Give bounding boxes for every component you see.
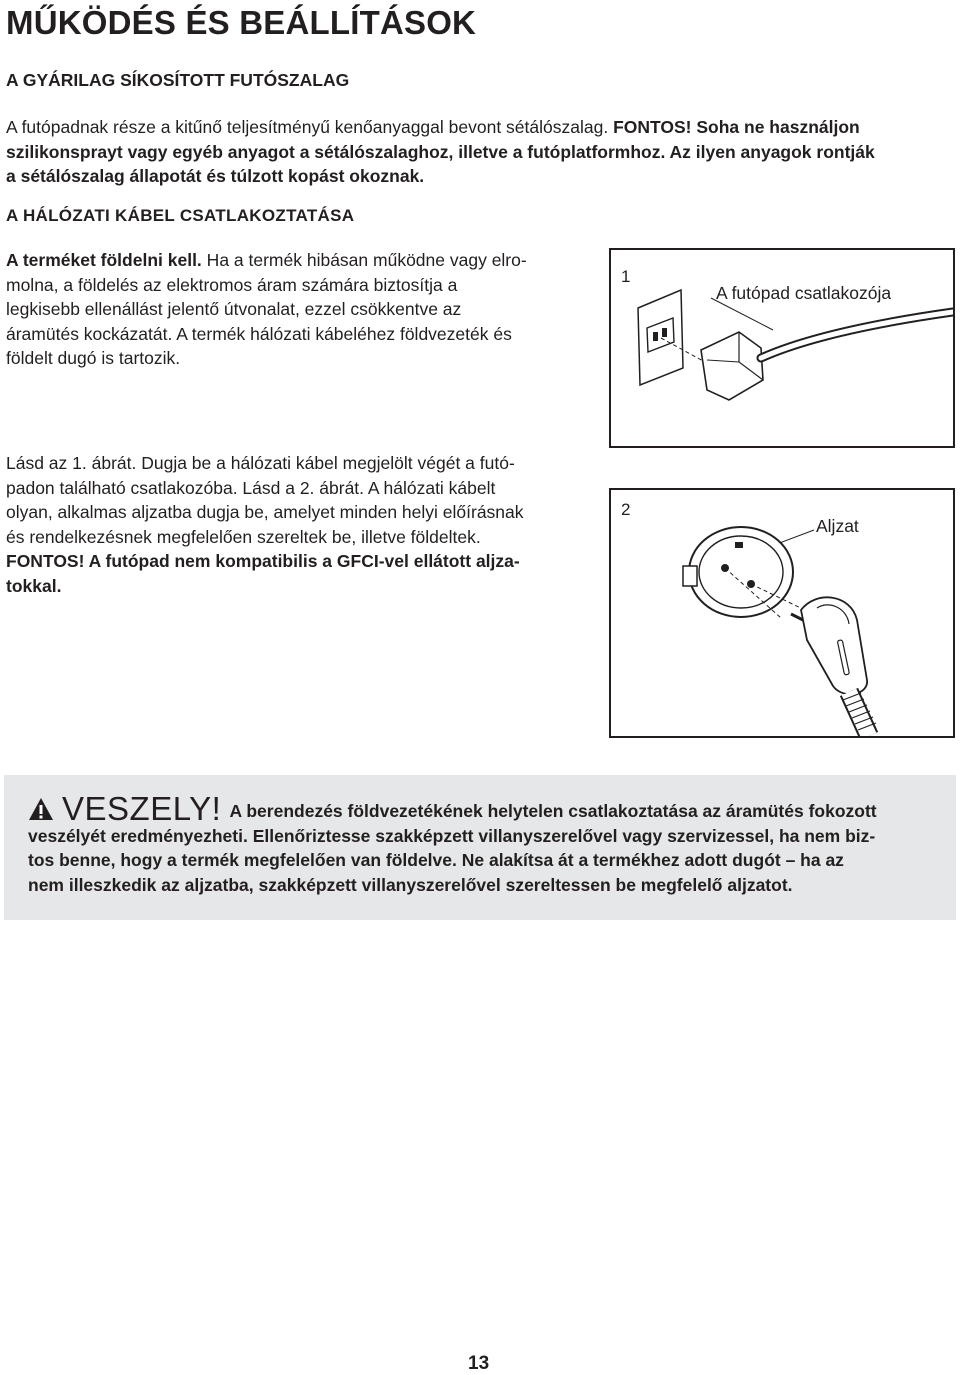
danger-warning-panel <box>4 775 956 920</box>
grounding-line-4: áramütés kockázatát. A termék hálózati kábeléhez földvezeték és <box>6 323 512 344</box>
figure-2-number: 2 <box>621 500 631 519</box>
danger-line-2: veszélyét eredményezheti. Ellenőriztesse szakképzett villanyszerelővel vagy szervizessel, ha nem biz- <box>28 825 876 846</box>
belt-paragraph <box>6 115 875 189</box>
connection-line-4: és rendelkezésnek megfelelően szereltek be, illetve földeltek. <box>6 526 481 547</box>
connection-line-5: FONTOS! A futópad nem kompatibilis a GFCI-vel ellátott aljza- <box>6 551 520 571</box>
belt-line-1: A futópadnak része a kitűnő teljesítményű kenőanyaggal bevont sétálószalag. FONTOS! Soha ne használjon <box>6 117 860 137</box>
connection-line-6: tokkal. <box>6 575 62 596</box>
belt-line-2: szilikonsprayt vagy egyéb anyagot a sétálószalaghoz, illetve a futóplatformhoz. Az ilyen anyagok rontják <box>6 141 875 162</box>
figure-1-label: A futópad csatlakozója <box>716 283 892 303</box>
danger-line-4: nem illeszkedik az aljzatba, szakképzett villanyszerelővel szereltessen be megfelelő aljzatot. <box>28 874 793 895</box>
danger-line-1: VESZELY! A berendezés földvezetékének helytelen csatlakoztatása az áramütés fokozott <box>28 797 948 824</box>
treadmill-connector-illustration <box>611 250 953 446</box>
danger-line-3: tos benne, hogy a termék megfelelően van földelve. Ne alakítsa át a termékhez adott dugót – ha az <box>28 850 844 870</box>
section-heading-power-cord: A HÁLÓZATI KÁBEL CSATLAKOZTATÁSA <box>6 206 355 225</box>
grounding-line-3: legkisebb ellenállást jelentő útvonalat, ezzel csökkentve az <box>6 299 462 319</box>
page-number: 13 <box>468 1353 490 1374</box>
grounding-paragraph <box>6 248 527 371</box>
page-title: MŰKÖDÉS ÉS BEÁLLÍTÁSOK <box>6 4 477 41</box>
figure-1-number: 1 <box>621 267 631 286</box>
connection-line-1: Lásd az 1. ábrát. Dugja be a hálózati kábel megjelölt végét a futó- <box>6 453 515 473</box>
grounding-line-2: molna, a földelés az elektromos áram számára biztosítja a <box>6 274 458 295</box>
figure-2 <box>609 488 955 738</box>
connection-paragraph <box>6 451 524 598</box>
grounding-line-1: A terméket földelni kell. Ha a termék hibásan működne vagy elro- <box>6 250 527 270</box>
warning-triangle-icon <box>28 797 54 821</box>
figure-1 <box>609 248 955 448</box>
belt-line-3: a sétálószalag állapotát és túlzott kopást okoznak. <box>6 166 425 186</box>
figure-2-label: Aljzat <box>816 516 859 536</box>
connection-line-3: olyan, alkalmas aljzatba dugja be, amelyet minden helyi előírásnak <box>6 502 524 522</box>
wall-socket-plug-illustration <box>611 490 953 736</box>
grounding-line-5: földelt dugó is tartozik. <box>6 348 181 368</box>
connection-line-2: padon található csatlakozóba. Lásd a 2. ábrát. A hálózati kábelt <box>6 477 496 498</box>
danger-warning-text <box>28 790 948 897</box>
danger-word: VESZELY! <box>62 790 222 827</box>
section-heading-belt: A GYÁRILAG SÍKOSÍTOTT FUTÓSZALAG <box>6 70 350 90</box>
